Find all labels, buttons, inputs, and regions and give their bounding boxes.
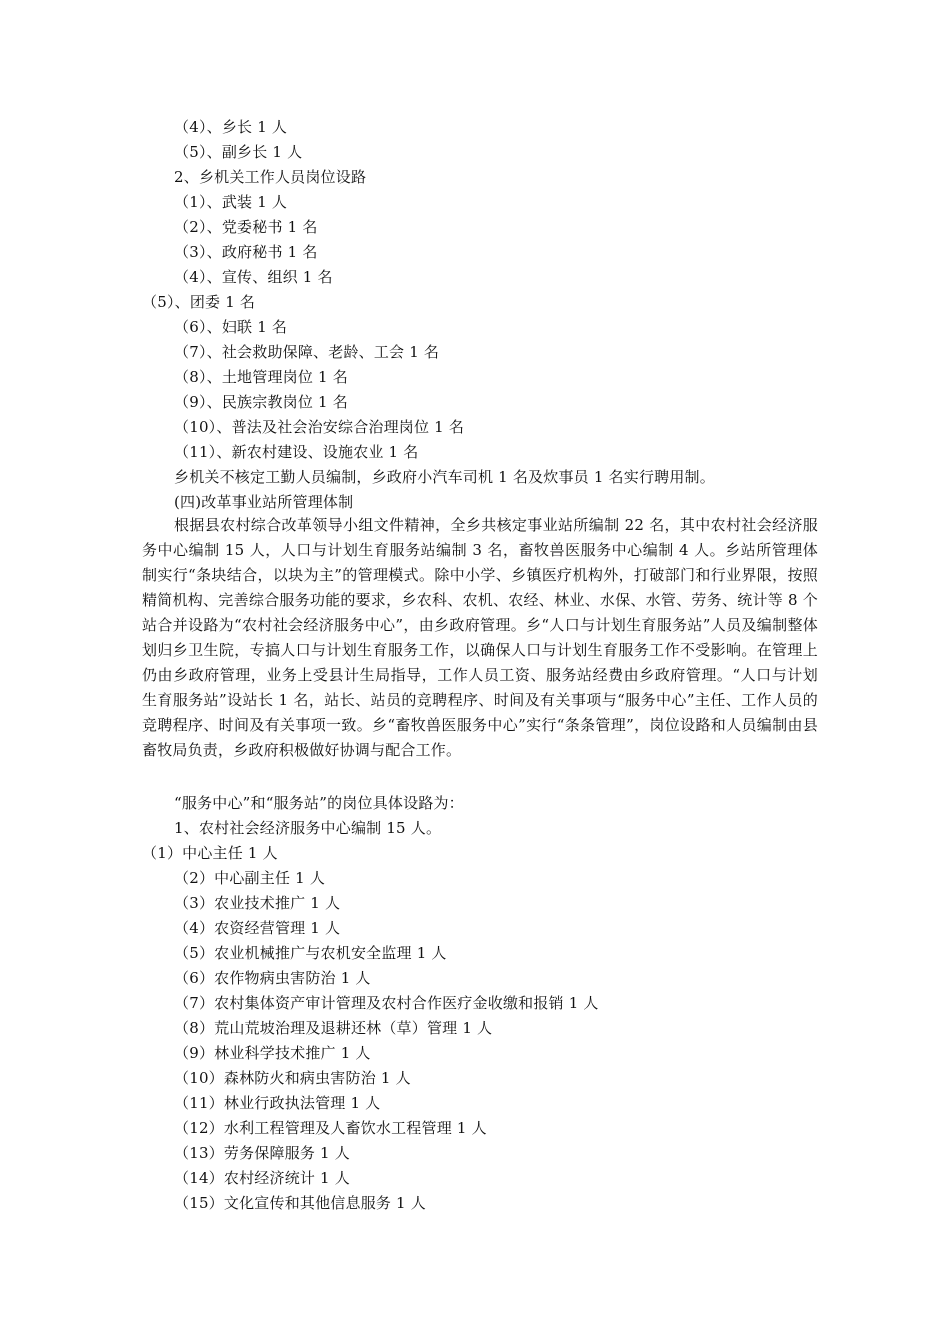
- list-item: （4）、乡长 1 人: [174, 118, 288, 136]
- body-paragraph: 根据县农村综合改革领导小组文件精神，全乡共核定事业站所编制 22 名，其中农村社会经济服务中心编制 15 人，人口与计划生育服务站编制 3 名，畜牧兽医服务中心编制 4 人。乡站所管理体制实行“条块结合，以块为主”的管理模式。除中小学、乡镇医疗机构外，打破部门和行业界限，按照精简机构、完善综合服务功能的要求，乡农科、农机、农经、林业、水保、水管、劳务、统计等 8 个站合并设路为“农村社会经济服务中心”，由乡政府管理。乡“人口与计划生育服务站”人员及编制整体划归乡卫生院，专搞人口与计划生育服务工作，以确保人口与计划生育服务工作不受影响。在管理上仍由乡政府管理，业务上受县计生局指导，工作人员工资、服务站经费由乡政府管理。“人口与计划生育服务站”设站长 1 名，站长、站员的竞聘程序、时间及有关事项与“服务中心”主任、工作人员的竞聘程序、时间及有关事项一致。乡“畜牧兽医服务中心”实行“条条管理”，岗位设路和人员编制由县畜牧局负责，乡政府积极做好协调与配合工作。: [142, 516, 818, 759]
- list-item: （1）中心主任 1 人: [142, 844, 278, 862]
- section-heading: 2、乡机关工作人员岗位设路: [174, 168, 367, 186]
- list-item: （12）水利工程管理及人畜饮水工程管理 1 人: [174, 1119, 487, 1137]
- list-item: （9）、民族宗教岗位 1 名: [174, 393, 348, 411]
- list-item: （4）农资经营管理 1 人: [174, 919, 341, 937]
- sub-heading: 1、农村社会经济服务中心编制 15 人。: [174, 819, 442, 837]
- list-item: （6）、妇联 1 名: [174, 318, 288, 336]
- list-item: （2）中心副主任 1 人: [174, 869, 326, 887]
- list-item: （10）森林防火和病虫害防治 1 人: [174, 1069, 411, 1087]
- list-item: （5）农业机械推广与农机安全监理 1 人: [174, 944, 447, 962]
- list-item: （6）农作物病虫害防治 1 人: [174, 969, 371, 987]
- list-item: （3）农业技术推广 1 人: [174, 894, 341, 912]
- list-item: （7）、社会救助保障、老龄、工会 1 名: [174, 343, 440, 361]
- list-item: （9）林业科学技术推广 1 人: [174, 1044, 371, 1062]
- list-item: （11）林业行政执法管理 1 人: [174, 1094, 381, 1112]
- intro-text: “服务中心”和“服务站”的岗位具体设路为：: [174, 794, 464, 812]
- list-item: （11）、新农村建设、设施农业 1 名: [174, 443, 419, 461]
- list-item: （15）文化宣传和其他信息服务 1 人: [174, 1194, 426, 1212]
- section-heading: (四)改革事业站所管理体制: [174, 493, 354, 511]
- list-item: （3）、政府秘书 1 名: [174, 243, 318, 261]
- list-item: （1）、武装 1 人: [174, 193, 288, 211]
- list-item: （2）、党委秘书 1 名: [174, 218, 318, 236]
- list-item: （8）、土地管理岗位 1 名: [174, 368, 348, 386]
- list-item: （8）荒山荒坡治理及退耕还林（草）管理 1 人: [174, 1019, 493, 1037]
- list-item: （14）农村经济统计 1 人: [174, 1169, 350, 1187]
- list-item: （7）农村集体资产审计管理及农村合作医疗金收缴和报销 1 人: [174, 994, 599, 1012]
- list-item: （5）、团委 1 名: [142, 293, 256, 311]
- list-item: （4）、宣传、组织 1 名: [174, 268, 333, 286]
- note-text: 乡机关不核定工勤人员编制，乡政府小汽车司机 1 名及炊事员 1 名实行聘用制。: [174, 468, 715, 486]
- list-item: （5）、副乡长 1 人: [174, 143, 303, 161]
- list-item: （10）、普法及社会治安综合治理岗位 1 名: [174, 418, 465, 436]
- list-item: （13）劳务保障服务 1 人: [174, 1144, 350, 1162]
